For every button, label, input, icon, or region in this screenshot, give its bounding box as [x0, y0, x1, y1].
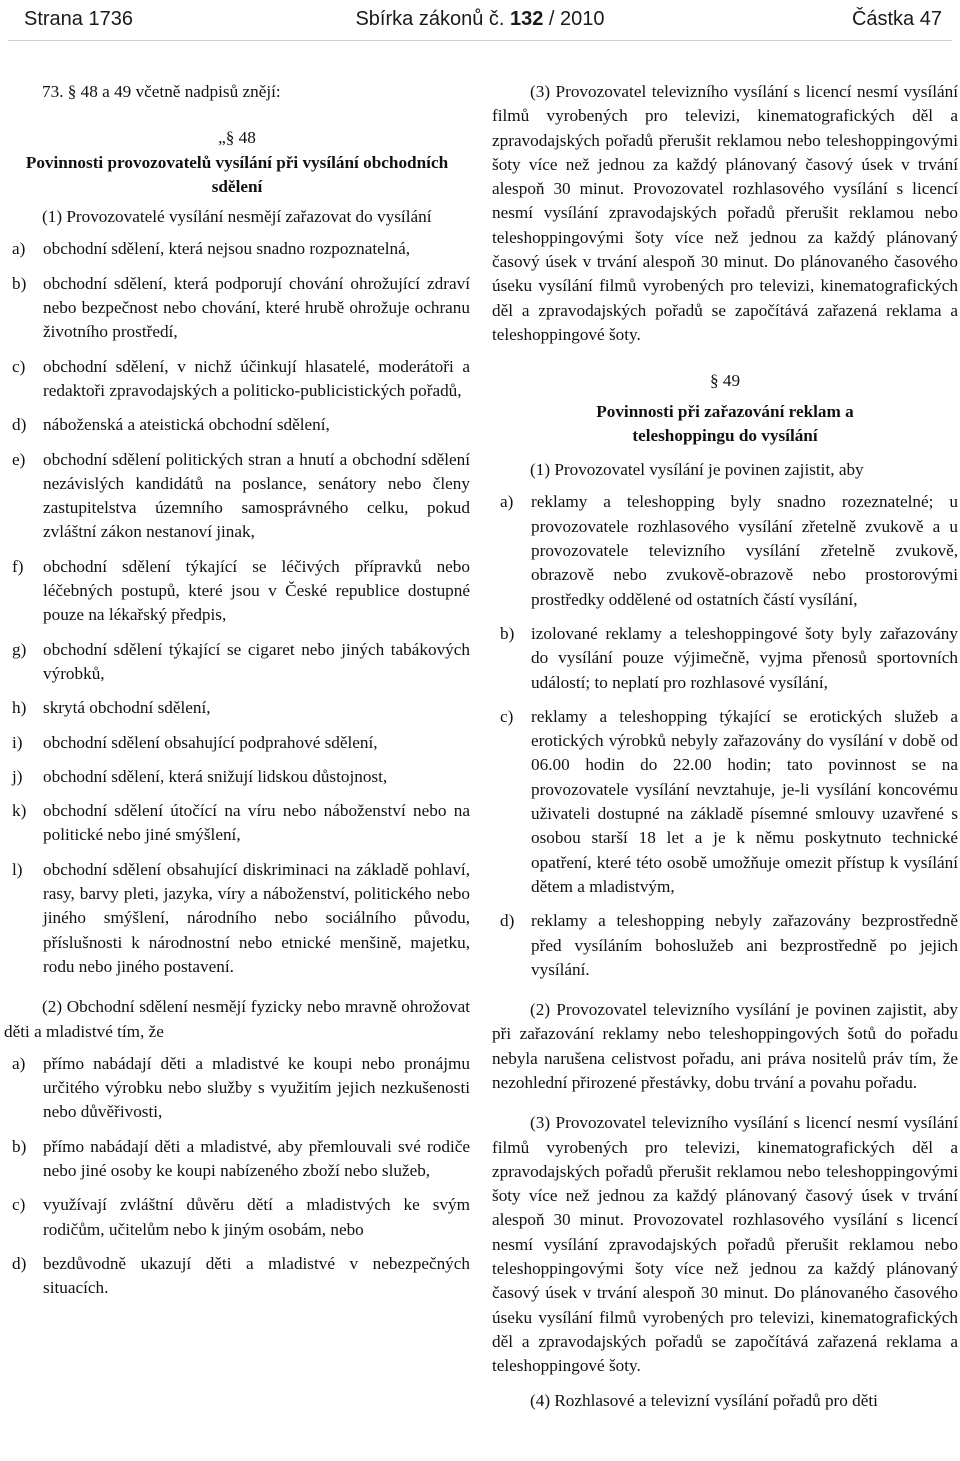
- paragraph-49-2: (2) Provozovatel televizního vysílání je povinen zajistit, aby při zařazování reklamy nebo teleshoppingových šotů do pořadu nebyla narušena celistvost pořadu, ani práva nositelů práv tím, že nezohlední přirozené přestávky, dobu trvání a povahu pořadu.: [492, 1000, 958, 1092]
- list-49-1: [492, 490, 958, 982]
- list-item: f) obchodní sdělení týkající se léčivých přípravků nebo léčebných postupů, které jsou v České republice dostupné pouze na lékařský předpis,: [12, 556, 470, 625]
- list-item: d) bezdůvodně ukazují děti a mladistvé v nebezpečných situacích.: [12, 1253, 470, 1298]
- list-item: d) reklamy a teleshopping nebyly zařazovány bezprostředně před vysíláním bohoslužeb ani bezprostředně po jejich vysílání.: [500, 911, 958, 979]
- amendment-intro: 73. § 48 a 49 včetně nadpisů znějí:: [42, 82, 281, 101]
- list-item: l) obchodní sdělení obsahující diskriminaci na základě pohlaví, rasy, barvy pleti, jazyka, víry a náboženství, politického nebo jiného smýšlení, národního nebo sociálního původu, příslušnosti k národnostní nebo etnické menšině, majetku, rodu nebo jiného postavení.: [12, 859, 470, 976]
- list-item: a) přímo nabádají děti a mladistvé ke koupi nebo pronájmu určitého výrobku nebo služby s využitím jejich nezkušenosti nebo důvěřivosti,: [12, 1053, 470, 1122]
- paragraph-49-3: (3) Provozovatel televizního vysílání s licencí nesmí vysílání filmů vyrobených pro televizi, kinematografických děl a zpravodajských pořadů přerušit reklamou nebo teleshoppingovými šoty více než jednou za každý plánovaný časový úsek v trvání alespoň 30 minut. Provozovatel rozhlasového vysílání s licencí nesmí vysílání zpravodajských pořadů přerušit reklamou nebo teleshoppingovými šoty více než jednou za každý plánovaný časový úsek v trvání alespoň 30 minut. Do plánovaného časového úseku vysílání filmů vyrobených pro televizi, kinematografických děl a zpravodajských pořadů se započítává zařazená reklama a teleshoppingové šoty.: [492, 1113, 958, 1376]
- list-item: e) obchodní sdělení politických stran a hnutí a obchodní sdělení nezávislých kandidátů na poslance, senátory nebo členy zastupitelstva územního samosprávného celku, pokud zvláštní zákon nestanoví jinak,: [12, 449, 470, 542]
- list-48-2: [4, 1052, 470, 1301]
- right-column: [492, 80, 958, 1413]
- list-item: b) obchodní sdělení, která podporují chování ohrožující zdraví nebo bezpečnost nebo chování, které hrubě ohrožuje ochranu životního prostředí,: [12, 273, 470, 342]
- list-item: j) obchodní sdělení, která snižují lidskou důstojnost,: [12, 766, 388, 786]
- list-item: c) obchodní sdělení, v nichž účinkují hlasatelé, moderátoři a redaktoři zpravodajských a politicko-publicistických pořadů,: [12, 356, 470, 400]
- section-48-title: Povinnosti provozovatelů vysílání při vysílání obchodních sdělení: [25, 152, 449, 196]
- list-item: i) obchodní sdělení obsahující podprahové sdělení,: [12, 732, 378, 752]
- journal-year: / 2010: [548, 8, 605, 30]
- list-item: b) přímo nabádají děti a mladistvé, aby přemlouvali své rodiče nebo jiné osoby ke koupi nabízeného zboží nebo služeb,: [12, 1136, 470, 1180]
- journal-title: [355, 8, 604, 31]
- paragraph-48-1: (1) Provozovatelé vysílání nesmějí zařazovat do vysílání: [42, 207, 432, 227]
- paragraph-49-4: (4) Rozhlasové a televizní vysílání pořadů pro děti: [530, 1390, 878, 1410]
- journal-name: Sbírka zákonů č.: [355, 8, 505, 30]
- page-number: Strana 1736: [24, 8, 133, 30]
- paragraph-49-1: (1) Provozovatel vysílání je povinen zajistit, aby: [530, 460, 864, 480]
- list-item: c) využívají zvláštní důvěru dětí a mladistvých ke svým rodičům, učitelům nebo k jiným osobám, nebo: [12, 1195, 470, 1239]
- issue-label: Částka 47: [851, 8, 942, 30]
- list-item: a) reklamy a teleshopping byly snadno rozeznatelné; u provozovatele rozhlasového vysílání zřetelně zvukově a u provozovatele televizního vysílání zřetelně zvukově, obrazově nebo zvukově-obrazově nebo prostorovými prostředky oddělené od ostatních částí vysílání,: [500, 492, 958, 609]
- left-column: [4, 80, 470, 1300]
- header-divider: [8, 40, 952, 41]
- list-48-1: [4, 237, 470, 979]
- list-item: d) náboženská a ateistická obchodní sdělení,: [12, 415, 330, 435]
- paragraph-48-3: (3) Provozovatel televizního vysílání s licencí nesmí vysílání filmů vyrobených pro televizi, kinematografických děl a zpravodajských pořadů přerušit reklamou nebo teleshoppingovými šoty více než jednou za každý plánovaný časový úsek v trvání alespoň 30 minut. Provozovatel rozhlasového vysílání s licencí nesmí vysílání zpravodajských pořadů přerušit reklamou nebo teleshoppingovými šoty více než jednou za každý plánovaný časový úsek v trvání alespoň 30 minut. Do plánovaného časového úseku vysílání filmů vyrobených pro televizi, kinematografických děl a zpravodajských pořadů se započítává zařazená reklama a teleshoppingové šoty.: [492, 82, 958, 344]
- section-49-number: § 49: [709, 371, 741, 391]
- list-item: k) obchodní sdělení útočící na víru nebo náboženství nebo na politické nebo jiné smýšlení,: [12, 801, 470, 845]
- list-item: c) reklamy a teleshopping týkající se erotických služeb a erotických výrobků nebyly zařazovány do vysílání v době od 06.00 hodin do 22.00 hodin; tato povinnost se na provozovatele vysílání nevztahuje, je-li vysílání koncovému uživateli dostupné na základě písemné smlouvy uzavřené s osobou starší 18 let a je k němu poskytnuto technické opatření, které této osobě umožňuje omezit přístup k vysílání dětem a mladistvým,: [500, 706, 958, 896]
- section-48-number: „§ 48: [218, 128, 256, 148]
- page-header: [0, 0, 960, 42]
- list-item: h) skrytá obchodní sdělení,: [12, 698, 211, 718]
- journal-number: 132: [509, 8, 544, 30]
- paragraph-48-2: (2) Obchodní sdělení nesmějí fyzicky nebo mravně ohrožovat děti a mladistvé tím, že: [4, 997, 470, 1041]
- list-item: b) izolované reklamy a teleshoppingové šoty byly zařazovány do vysílání pouze výjimečně, vyjma přenosů sportovních událostí; to neplatí pro rozhlasové vysílání,: [500, 623, 958, 692]
- list-item: g) obchodní sdělení týkající se cigaret nebo jiných tabákových výrobků,: [12, 639, 470, 683]
- section-49-title: Povinnosti při zařazování reklam a teleshoppingu do vysílání: [596, 401, 854, 445]
- list-item: a) obchodní sdělení, která nejsou snadno rozpoznatelná,: [12, 239, 411, 259]
